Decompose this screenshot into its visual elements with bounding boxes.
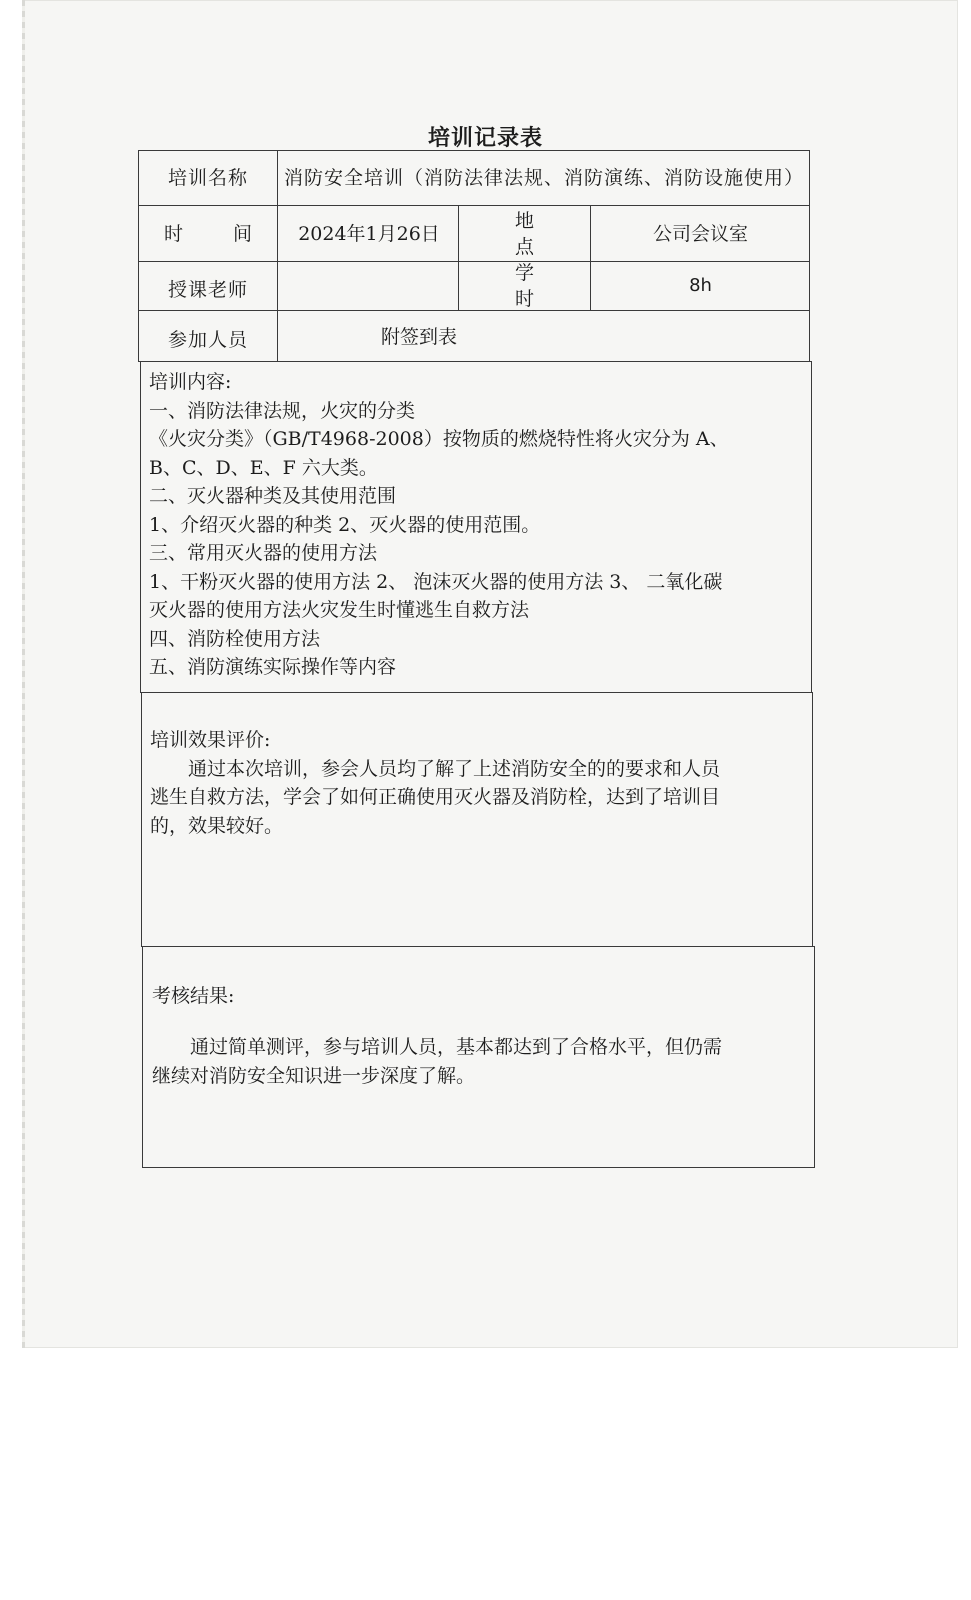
evaluation-line: 的，效果较好。 bbox=[150, 814, 284, 837]
teacher-value bbox=[278, 262, 458, 310]
scan-edge bbox=[22, 0, 25, 1348]
assessment-section bbox=[152, 1033, 812, 1090]
place-label: 地 点 bbox=[514, 209, 556, 258]
content-line: 1、干粉灭火器的使用方法 2、 泡沫灭火器的使用方法 3、 二氧化碳 bbox=[149, 570, 723, 593]
table-divider bbox=[277, 150, 278, 362]
content-line: 灭火器的使用方法火灾发生时懂逃生自救方法 bbox=[149, 599, 530, 621]
time-value: 2024年1月26日 bbox=[298, 222, 440, 245]
training-name-label: 培训名称 bbox=[167, 167, 248, 189]
assessment-line: 通过简单测评，参与培训人员，基本都达到了合格水平，但仍需 bbox=[190, 1036, 723, 1058]
participants-label: 参加人员 bbox=[167, 328, 248, 351]
place-value: 公司会议室 bbox=[652, 222, 748, 245]
content-line: 《火灾分类》（GB/T4968-2008）按物质的燃烧特性将火灾分为 A、 bbox=[149, 428, 729, 450]
content-heading: 培训内容: bbox=[149, 371, 232, 393]
evaluation-line: 逃生自救方法，学会了如何正确使用灭火器及消防栓，达到了培训目 bbox=[150, 786, 721, 808]
evaluation-heading: 培训效果评价: bbox=[150, 729, 271, 751]
page-title: 培训记录表 bbox=[427, 125, 543, 151]
content-line: 二、灭火器种类及其使用范围 bbox=[149, 485, 397, 507]
content-line: 三、常用灭火器的使用方法 bbox=[149, 542, 378, 564]
content-line: 1、介绍灭火器的种类 2、灭火器的使用范围。 bbox=[149, 513, 541, 536]
content-line: 四、消防栓使用方法 bbox=[149, 627, 321, 650]
training-name-value: 消防安全培训（消防法律法规、消防演练、消防设施使用） bbox=[284, 167, 805, 189]
hours-value: 8h bbox=[689, 275, 712, 296]
content-line: 一、消防法律法规，火灾的分类 bbox=[149, 399, 416, 422]
evaluation-line: 通过本次培训，参会人员均了解了上述消防安全的的要求和人员 bbox=[188, 757, 721, 780]
assessment-line: 继续对消防安全知识进一步深度了解。 bbox=[152, 1064, 476, 1087]
content-line: 五、消防演练实际操作等内容 bbox=[149, 656, 397, 678]
content-line: B、C、D、E、F 六大类。 bbox=[149, 456, 378, 479]
hours-label: 学 时 bbox=[514, 262, 556, 310]
teacher-label: 授课老师 bbox=[167, 279, 248, 301]
participants-value: 附签到表 bbox=[380, 325, 457, 348]
content-section bbox=[149, 368, 809, 682]
time-label: 时 间 bbox=[163, 222, 275, 245]
evaluation-section bbox=[150, 726, 810, 840]
assessment-heading: 考核结果: bbox=[152, 985, 235, 1007]
